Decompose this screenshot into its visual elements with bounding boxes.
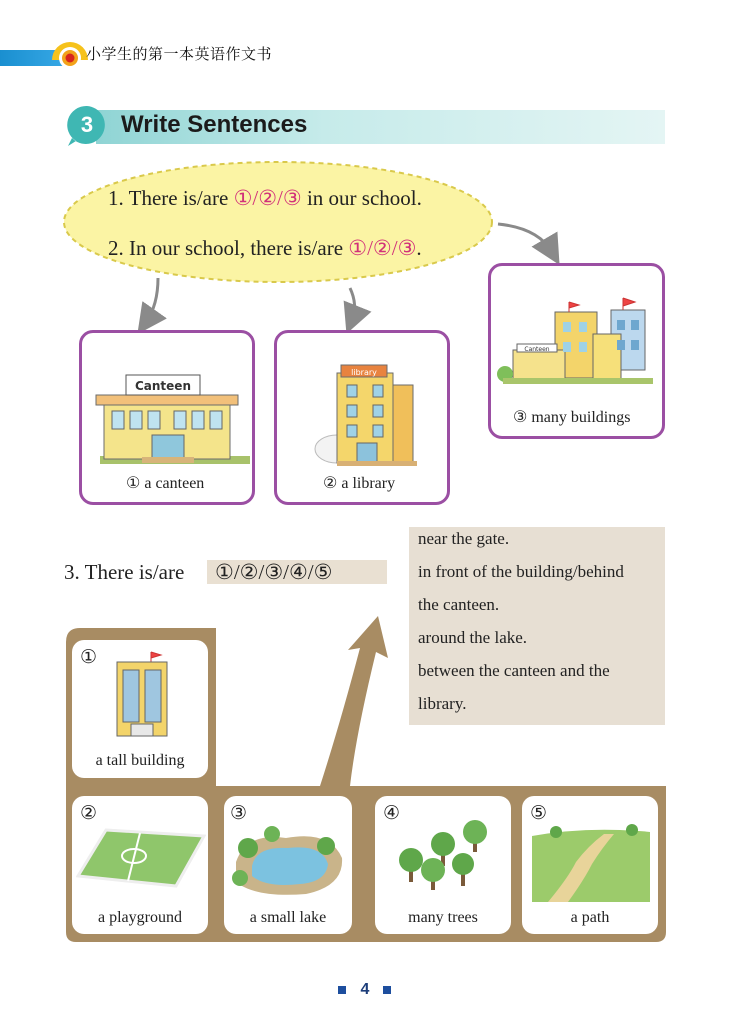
- word-card-caption: a small lake: [249, 909, 327, 926]
- card-caption: ③ many buildings: [513, 409, 631, 426]
- word-card-number: ①: [80, 647, 98, 668]
- buildings-illustration: [493, 288, 663, 398]
- word-card-small-lake: [224, 796, 352, 934]
- word-card-caption: a path: [570, 909, 610, 926]
- phrase-item: around the lake.: [418, 628, 528, 647]
- buildings-canteen-sign: Canteen: [524, 346, 550, 353]
- phrase-item: library.: [418, 694, 467, 713]
- card-many-buildings: [488, 263, 665, 439]
- word-card-number: ③: [230, 803, 248, 824]
- trees-illustration: [385, 818, 505, 898]
- lake-illustration: [226, 822, 350, 902]
- footer-square-left: [338, 986, 346, 994]
- phrase-item: near the gate.: [418, 529, 510, 548]
- library-illustration: [277, 355, 447, 475]
- section-number: 3: [80, 112, 94, 137]
- word-card-number: ④: [383, 803, 401, 824]
- word-card-number: ⑤: [530, 803, 548, 824]
- word-card-playground: [72, 796, 208, 934]
- word-card-caption: many trees: [408, 909, 478, 926]
- sentence-3: 3. There is/are: [64, 560, 185, 584]
- canteen-sign: Canteen: [134, 379, 192, 393]
- word-card-tall-building: [72, 640, 208, 778]
- card-canteen: [79, 330, 255, 505]
- card-caption: ② a library: [323, 475, 396, 492]
- word-card-many-trees: [375, 796, 511, 934]
- footer-square-right: [383, 986, 391, 994]
- card-caption: ① a canteen: [126, 475, 205, 492]
- canteen-illustration: [82, 361, 252, 481]
- book-title: 小学生的第一本英语作文书: [86, 45, 273, 63]
- word-card-caption: a playground: [98, 909, 182, 926]
- word-card-caption: a tall building: [95, 752, 185, 769]
- phrase-item: between the canteen and the: [418, 661, 610, 680]
- tall-building-illustration: [107, 650, 177, 740]
- card-library: [274, 330, 450, 505]
- library-sign: library: [351, 368, 377, 377]
- sentence-2: 2. In our school, there is/are ①/②/③.: [108, 236, 422, 260]
- section-title: Write Sentences: [121, 111, 308, 138]
- playground-illustration: [76, 826, 206, 896]
- sentence-2-options: ①/②/③: [348, 236, 417, 260]
- word-card-path: [522, 796, 658, 934]
- word-card-number: ②: [80, 803, 98, 824]
- phrase-item: in front of the building/behind: [418, 562, 624, 581]
- page-number: 4: [360, 981, 370, 998]
- phrase-item: the canteen.: [418, 595, 500, 614]
- sentence-1-options: ①/②/③: [233, 186, 302, 210]
- sentence-3-options: ①/②/③/④/⑤: [215, 560, 333, 584]
- sentence-1: 1. There is/are ①/②/③ in our school.: [108, 186, 422, 210]
- path-illustration: [528, 822, 654, 906]
